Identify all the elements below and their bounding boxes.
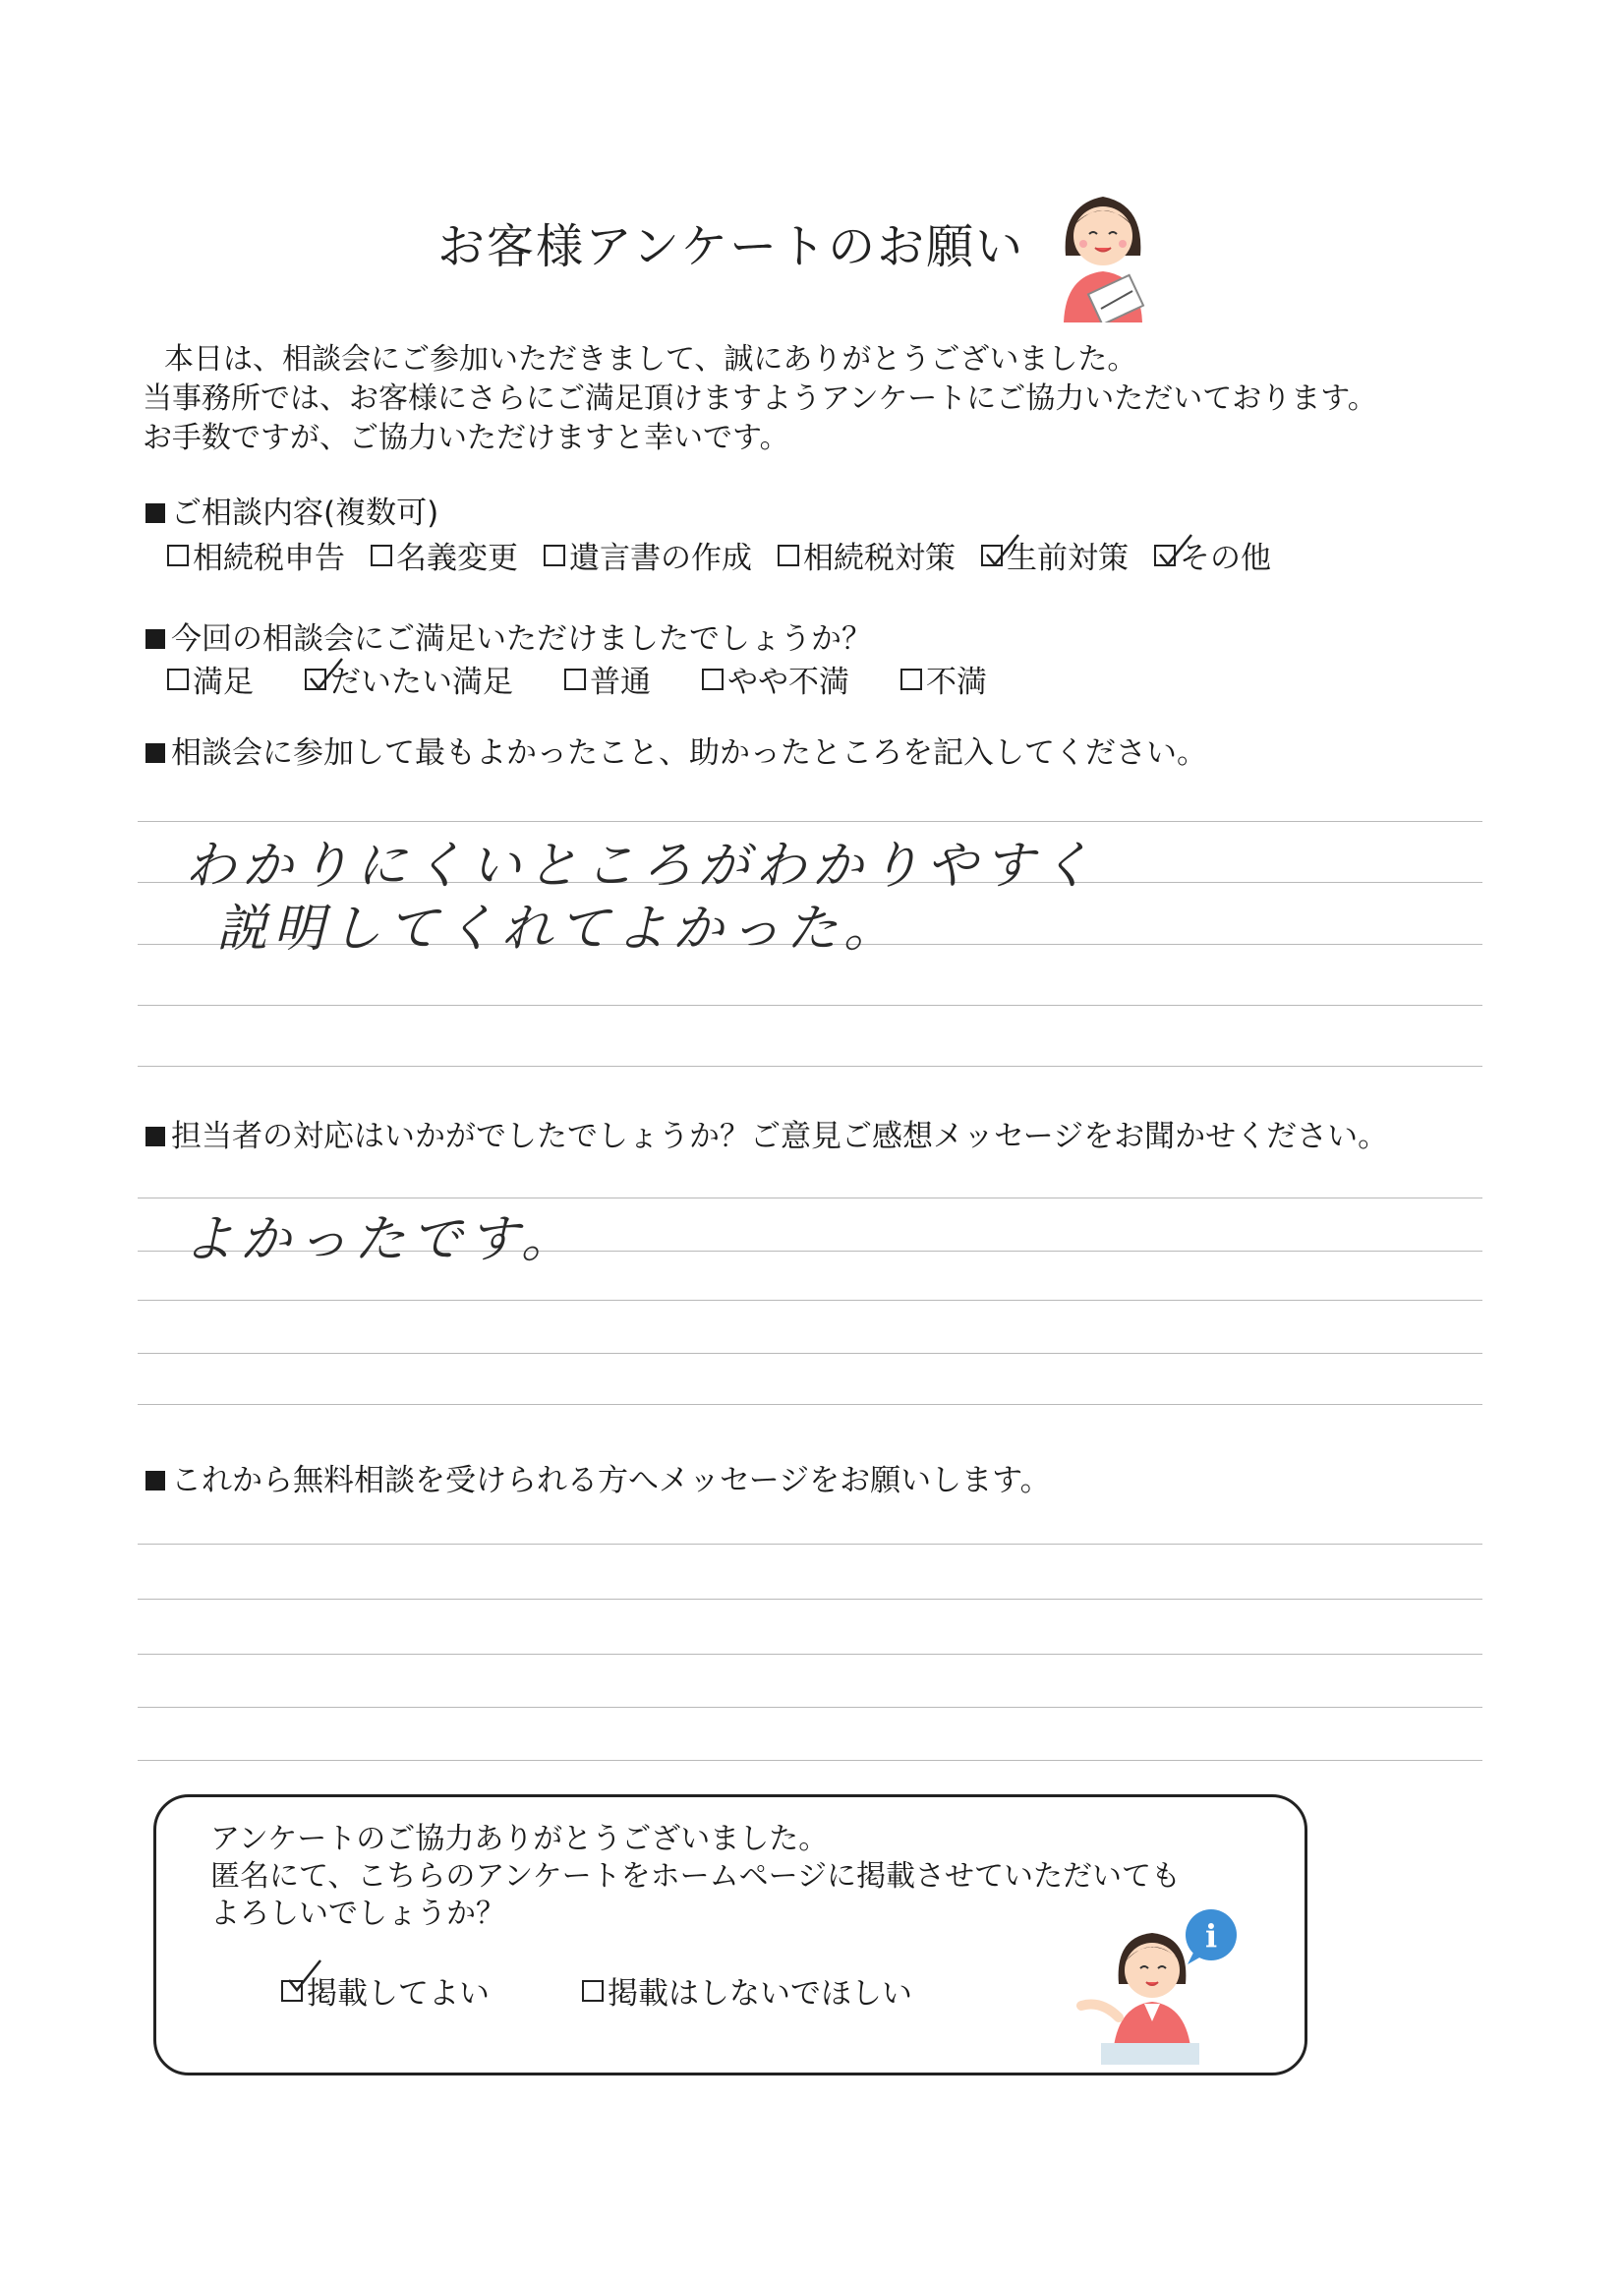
svg-text:i: i: [1205, 1917, 1218, 1955]
option-label: 相続税申告: [193, 541, 345, 576]
intro-line: 本日は、相談会にご参加いただきまして、誠にありがとうございました。: [164, 342, 1137, 377]
answer-rule: [138, 1066, 1482, 1067]
q2-heading-text: 今回の相談会にご満足いただけましたでしょうか？: [171, 621, 872, 657]
q2-option-satisfied[interactable]: [167, 657, 254, 701]
option-label: やや不満: [727, 665, 849, 700]
option-label: 不満: [926, 665, 987, 700]
q2-heading: [145, 614, 872, 658]
answer-rule: [138, 1760, 1482, 1761]
intro-line: お手数ですが、ご協力いただけますと幸いです。: [143, 421, 789, 455]
option-label: 遺言書の作成: [569, 541, 752, 576]
q1-heading: [145, 488, 438, 532]
answer-rule: [138, 1404, 1482, 1405]
bullet-square-icon: [145, 1127, 165, 1146]
checkbox[interactable]: [167, 669, 189, 690]
q4-heading: [145, 1111, 1388, 1155]
option-label: だいたい満足: [330, 665, 513, 700]
consent-line: よろしいでしょうか？: [210, 1897, 505, 1931]
option-label: 相続税対策: [803, 541, 956, 576]
q4-heading-text: 担当者の対応はいかがでしたでしょうか？ご意見ご感想メッセージをお聞かせください。: [171, 1119, 1389, 1154]
q4-answer-line[interactable]: よかったです。: [183, 1210, 578, 1269]
q2-option-somewhat-dissatisfied[interactable]: [702, 657, 849, 701]
checkbox[interactable]: [702, 669, 724, 690]
checkbox[interactable]: [778, 545, 799, 566]
option-label: その他: [1180, 541, 1271, 576]
checkbox[interactable]: [371, 545, 392, 566]
woman-receptionist-illustration: [1062, 1907, 1239, 2070]
q1-option-title-transfer[interactable]: [371, 533, 518, 577]
option-label: 掲載してよい: [307, 1976, 490, 2012]
bullet-square-icon: [145, 1471, 165, 1490]
q5-heading: [145, 1455, 1051, 1499]
q2-option-mostly-satisfied[interactable]: [305, 657, 513, 701]
q1-option-pre-death-planning[interactable]: [981, 533, 1129, 577]
q1-option-inheritance-tax-planning[interactable]: [778, 533, 956, 577]
option-label: 名義変更: [396, 541, 518, 576]
answer-rule: [138, 1599, 1482, 1600]
checkbox-checked[interactable]: [1154, 545, 1176, 566]
checkbox-checked[interactable]: [981, 545, 1003, 566]
q1-option-inheritance-tax-filing[interactable]: [167, 533, 345, 577]
bullet-square-icon: [145, 503, 165, 523]
checkbox-checked[interactable]: [281, 1980, 303, 2002]
answer-rule: [138, 1707, 1482, 1708]
checkbox[interactable]: [167, 545, 189, 566]
q3-answer-line[interactable]: 説明してくれてよかった。: [216, 900, 901, 959]
checkbox[interactable]: [582, 1980, 604, 2002]
intro-text: [143, 340, 1377, 458]
q3-heading: [145, 728, 1207, 772]
q1-heading-text: ご相談内容(複数可): [171, 496, 439, 531]
consent-line: 匿名にて、こちらのアンケートをホームページに掲載させていただいても: [210, 1859, 1181, 1894]
bullet-square-icon: [145, 629, 165, 649]
checkmark-icon: [287, 1958, 324, 1998]
checkbox[interactable]: [564, 669, 586, 690]
checkbox-checked[interactable]: [305, 669, 326, 690]
q2-options: [167, 657, 987, 701]
consent-option-allow[interactable]: [281, 1968, 490, 2013]
intro-line: 当事務所では、お客様にさらにご満足頂けますようアンケートにご協力いただいております。: [143, 381, 1377, 416]
checkmark-icon: [985, 533, 1022, 572]
option-label: 掲載はしないでほしい: [608, 1976, 912, 2012]
checkbox[interactable]: [544, 545, 565, 566]
option-label: 生前対策: [1007, 541, 1129, 576]
checkmark-icon: [309, 657, 346, 696]
checkmark-icon: [1158, 533, 1195, 572]
bullet-square-icon: [145, 743, 165, 763]
checkbox[interactable]: [900, 669, 922, 690]
q5-heading-text: これから無料相談を受けられる方へメッセージをお願いします。: [171, 1463, 1051, 1498]
page-title: お客様アンケートのお願い: [437, 219, 1025, 274]
q3-heading-text: 相談会に参加して最もよかったこと、助かったところを記入してください。: [171, 735, 1207, 771]
consent-option-decline[interactable]: [582, 1968, 912, 2013]
woman-with-clipboard-illustration: [1054, 185, 1152, 322]
q1-option-will-creation[interactable]: [544, 533, 752, 577]
q3-answer-line[interactable]: わかりにくいところがわかりやすく: [185, 837, 1098, 896]
answer-rule: [138, 1544, 1482, 1545]
q2-option-dissatisfied[interactable]: [900, 657, 987, 701]
consent-line: アンケートのご協力ありがとうございました。: [210, 1822, 829, 1856]
answer-rule: [138, 1005, 1482, 1006]
answer-rule: [138, 1353, 1482, 1354]
consent-text: [210, 1821, 1181, 1933]
answer-rule: [138, 821, 1482, 822]
option-label: 普通: [590, 665, 651, 700]
q1-options: [167, 533, 1271, 577]
option-label: 満足: [193, 665, 254, 700]
q2-option-neutral[interactable]: [564, 657, 651, 701]
answer-rule: [138, 1654, 1482, 1655]
q1-option-other[interactable]: [1154, 533, 1271, 577]
answer-rule: [138, 1300, 1482, 1301]
